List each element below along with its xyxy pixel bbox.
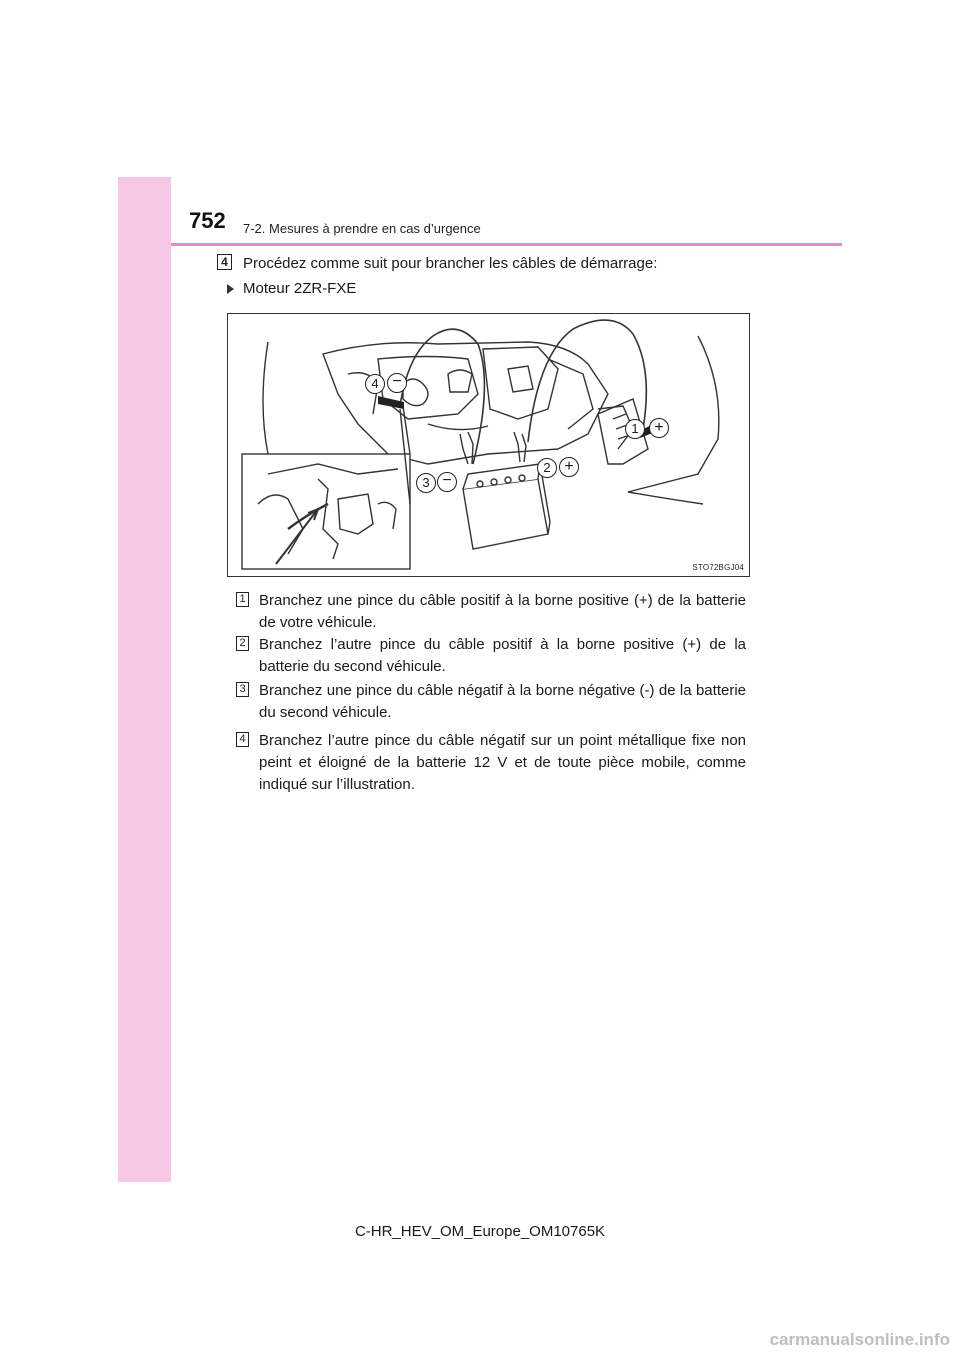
instruction-text: Branchez une pince du câble positif à la borne positive (+) de la batterie de votre véhicule. bbox=[259, 592, 746, 631]
step-intro-text: Procédez comme suit pour brancher les câbles de démarrage: bbox=[243, 255, 658, 272]
engine-subheading: Moteur 2ZR-FXE bbox=[243, 280, 357, 297]
minus-terminal-icon: − bbox=[437, 472, 457, 492]
instruction-text: Branchez l’autre pince du câble négatif sur un point métallique fixe non peint et éloigné de la batterie 12 V et de toute pièce mobile, comme indiqué sur l’illustration. bbox=[259, 732, 746, 793]
instruction-text: Branchez l’autre pince du câble positif à la borne positive (+) de la batterie du second véhicule. bbox=[259, 636, 746, 675]
figure-code: STO72BGJ04 bbox=[692, 563, 744, 572]
instruction-number: 3 bbox=[236, 682, 249, 697]
callout-4-marker: 4 bbox=[365, 374, 385, 394]
plus-terminal-icon: + bbox=[649, 418, 669, 438]
watermark: carmanualsonline.info bbox=[769, 1330, 950, 1349]
document-code: C-HR_HEV_OM_Europe_OM10765K bbox=[354, 1223, 606, 1240]
engine-bay-drawing bbox=[228, 314, 750, 577]
instruction-number: 1 bbox=[236, 592, 249, 607]
header-rule bbox=[171, 243, 842, 246]
minus-terminal-icon: − bbox=[387, 373, 407, 393]
page-number: 752 bbox=[189, 208, 226, 233]
side-tab-band bbox=[118, 177, 171, 1182]
plus-terminal-icon: + bbox=[559, 457, 579, 477]
jump-start-illustration bbox=[227, 313, 750, 577]
instruction-number: 2 bbox=[236, 636, 249, 651]
instruction-number: 4 bbox=[236, 732, 249, 747]
instruction-text: Branchez une pince du câble négatif à la borne négative (-) de la batterie du second véhicule. bbox=[259, 682, 746, 721]
arrow-right-icon bbox=[227, 284, 234, 294]
callout-2-marker: 2 bbox=[537, 458, 557, 478]
section-title: 7-2. Mesures à prendre en cas d’urgence bbox=[243, 221, 481, 236]
callout-1-marker: 1 bbox=[625, 419, 645, 439]
callout-3-marker: 3 bbox=[416, 473, 436, 493]
step-number-badge: 4 bbox=[217, 254, 232, 270]
